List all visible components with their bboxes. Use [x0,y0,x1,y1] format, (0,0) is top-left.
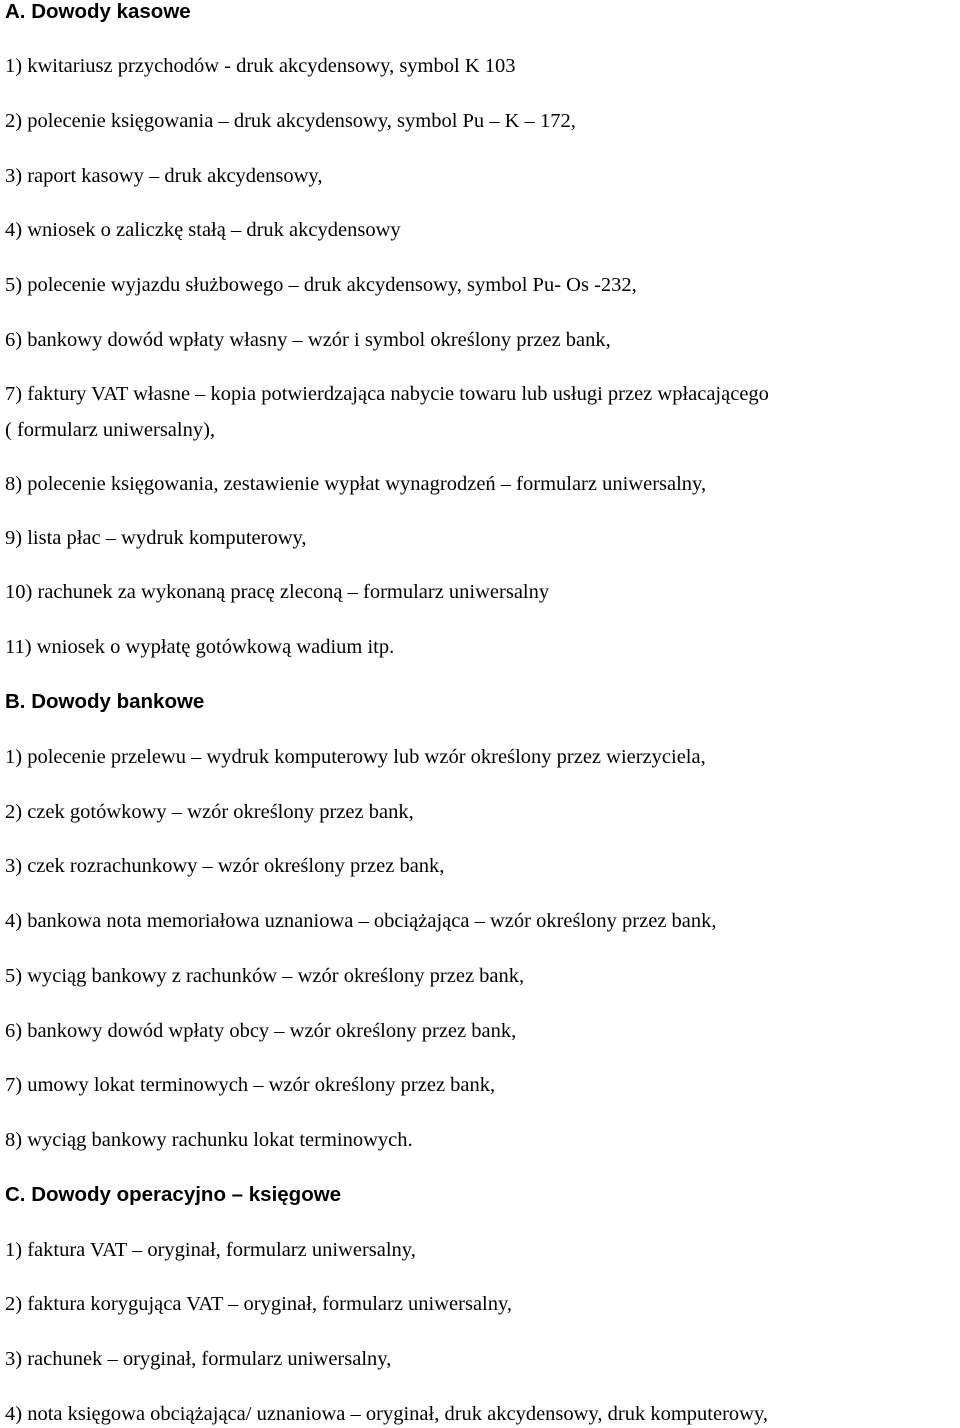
section-c-heading: C. Dowody operacyjno – księgowe [5,1183,342,1206]
section-b-item-7: 7) umowy lokat terminowych – wzór określony przez bank, [5,1074,496,1096]
section-c-item-3: 3) rachunek – oryginał, formularz uniwersalny, [5,1348,392,1370]
section-a-item-7: 7) faktury VAT własne – kopia potwierdzająca nabycie towaru lub usługi przez wpłacającego [5,383,769,405]
section-a-item-9: 9) lista płac – wydruk komputerowy, [5,527,307,549]
section-a-item-6: 6) bankowy dowód wpłaty własny – wzór i symbol określony przez bank, [5,329,611,351]
section-a-item-1: 1) kwitariusz przychodów - druk akcydensowy, symbol K 103 [5,55,516,77]
section-b-item-3: 3) czek rozrachunkowy – wzór określony przez bank, [5,855,445,877]
section-b-item-2: 2) czek gotówkowy – wzór określony przez bank, [5,801,414,823]
section-a-item-2: 2) polecenie księgowania – druk akcydensowy, symbol Pu – K – 172, [5,110,576,132]
section-b-heading: B. Dowody bankowe [5,690,205,713]
section-a-item-11: 11) wniosek o wypłatę gotówkową wadium itp. [5,636,395,658]
section-a-item-4: 4) wniosek o zaliczkę stałą – druk akcydensowy [5,219,401,241]
section-b-item-6: 6) bankowy dowód wpłaty obcy – wzór określony przez bank, [5,1020,517,1042]
section-a-item-7-continuation: ( formularz uniwersalny), [5,419,216,441]
section-a-heading: A. Dowody kasowe [5,0,191,23]
section-a-item-10: 10) rachunek za wykonaną pracę zleconą – formularz uniwersalny [5,581,550,603]
section-c-item-1: 1) faktura VAT – oryginał, formularz uniwersalny, [5,1239,416,1261]
section-a-item-5: 5) polecenie wyjazdu służbowego – druk akcydensowy, symbol Pu- Os -232, [5,274,637,296]
section-a-item-3: 3) raport kasowy – druk akcydensowy, [5,165,323,187]
section-b-item-4: 4) bankowa nota memoriałowa uznaniowa – obciążająca – wzór określony przez bank, [5,910,717,932]
section-c-item-2: 2) faktura korygująca VAT – oryginał, formularz uniwersalny, [5,1293,513,1315]
section-b-item-1: 1) polecenie przelewu – wydruk komputerowy lub wzór określony przez wierzyciela, [5,746,706,768]
section-a-item-8: 8) polecenie księgowania, zestawienie wypłat wynagrodzeń – formularz uniwersalny, [5,473,707,495]
section-c-item-4: 4) nota księgowa obciążająca/ uznaniowa – oryginał, druk akcydensowy, druk komputerowy, [5,1403,769,1425]
section-b-item-5: 5) wyciąg bankowy z rachunków – wzór określony przez bank, [5,965,525,987]
section-b-item-8: 8) wyciąg bankowy rachunku lokat terminowych. [5,1129,413,1151]
